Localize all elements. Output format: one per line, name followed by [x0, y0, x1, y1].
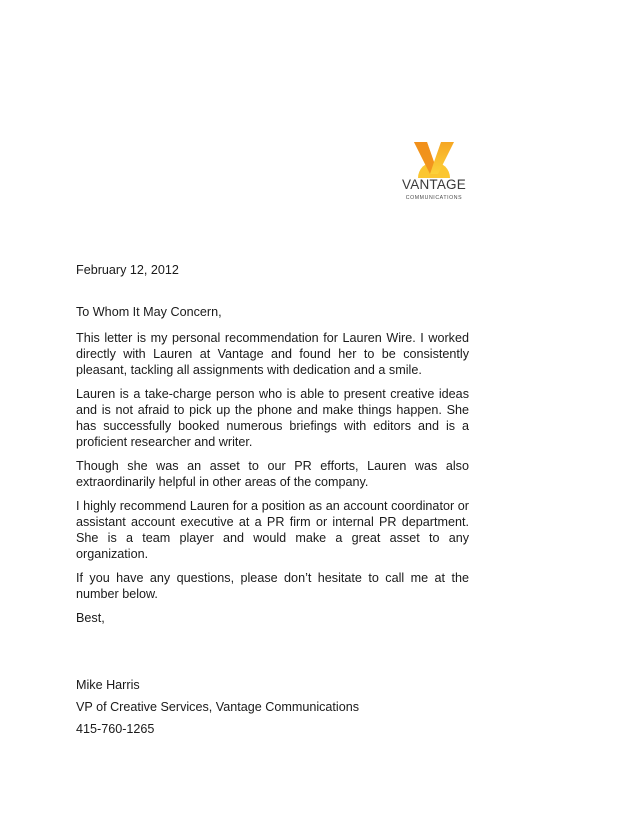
letter-paragraph: This letter is my personal recommendation for Lauren Wire. I worked directly with Lauren at Vantage and found her to be consistently pleasant, tackling all assignments with dedication and a smile. — [76, 331, 469, 377]
letter-closing: Best, — [76, 611, 105, 625]
logo-subtitle: COMMUNICATIONS — [405, 195, 463, 201]
letter-body — [76, 262, 469, 740]
letter-paragraph: Lauren is a take-charge person who is able to present creative ideas and is not afraid to pick up the phone and make things happen. She has successfully booked numerous briefings with editors and is a proficient researcher and writer. — [76, 387, 469, 449]
letter-salutation: To Whom It May Concern, — [76, 305, 222, 319]
letter-date: February 12, 2012 — [76, 263, 179, 277]
letter-paragraph: Though she was an asset to our PR efforts, Lauren was also extraordinarily helpful in other areas of the company. — [76, 459, 469, 489]
vantage-v-icon — [412, 140, 456, 180]
signature-name: Mike Harris — [76, 678, 140, 692]
letter-paragraph: If you have any questions, please don’t hesitate to call me at the number below. — [76, 571, 469, 601]
letter-paragraph: I highly recommend Lauren for a position as an account coordinator or assistant account executive at a PR firm or internal PR department. She is a team player and would make a great asset to any organization. — [76, 499, 469, 561]
signature-phone: 415-760-1265 — [76, 722, 155, 736]
signature-block — [76, 674, 469, 740]
vantage-logo — [392, 140, 476, 206]
logo-wordmark: VANTAGE — [402, 177, 466, 192]
signature-title: VP of Creative Services, Vantage Communications — [76, 700, 360, 714]
